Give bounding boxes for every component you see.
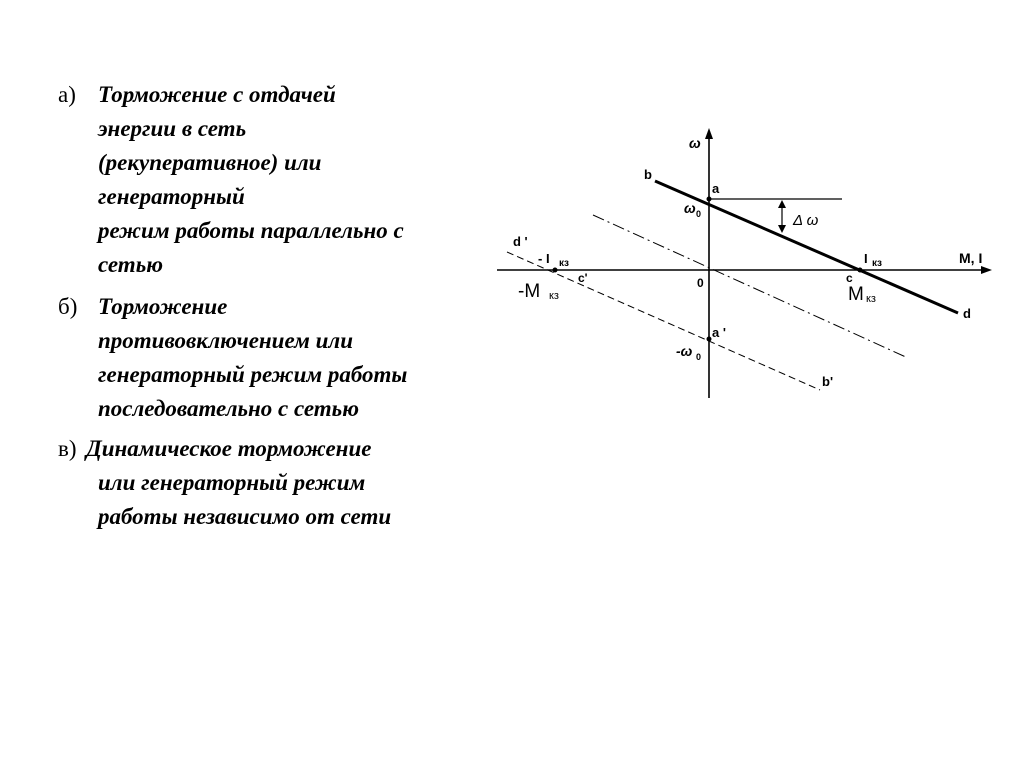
neg-ikz-label: - I: [538, 251, 550, 266]
point-a-label: a: [712, 181, 720, 196]
text-line: Торможение: [98, 294, 228, 319]
text-line: генераторный: [98, 184, 245, 209]
list-item-text: [58, 432, 391, 534]
text-line: энергии в сеть: [98, 116, 247, 141]
text-line: работы независимо от сети: [98, 504, 392, 529]
origin-label: 0: [697, 276, 704, 290]
mechanical-characteristic-diagram: [470, 120, 1010, 420]
characteristic-line-b-d: [655, 181, 958, 313]
characteristic-line-d-prime-b-prime: [507, 252, 820, 390]
list-item-text: [58, 78, 404, 282]
text-line: или генераторный режим: [98, 470, 366, 495]
text-line: режим работы параллельно с: [98, 218, 404, 243]
neg-omega0-label: -ω: [676, 343, 693, 359]
point-a-prime-label: a ': [712, 325, 726, 340]
neg-mkz-subscript: кз: [549, 290, 559, 302]
delta-omega-label: Δ ω: [793, 212, 819, 229]
point-d-prime-label: d ': [513, 234, 528, 249]
list-marker: в): [58, 436, 77, 461]
text-line: противовключением или: [98, 328, 353, 353]
neg-ikz-subscript: кз: [559, 258, 569, 269]
point-a-marker: [707, 197, 712, 202]
mkz-subscript: кз: [866, 293, 876, 305]
delta-up-arrow-icon: [778, 200, 786, 208]
point-c-marker: [858, 268, 863, 273]
text-line: последовательно с сетью: [98, 396, 359, 421]
point-c-prime-label: c': [578, 271, 588, 285]
omega0-label: ω: [684, 200, 696, 216]
point-b-prime-label: b': [822, 374, 834, 389]
omega-axis-arrow-icon: [705, 128, 713, 139]
list-item-c: [58, 432, 391, 534]
m-axis-label: M, I: [959, 250, 983, 266]
text-line: (рекуперативное) или: [98, 150, 322, 175]
text-line: Динамическое торможение: [86, 436, 372, 461]
point-a-prime-marker: [707, 337, 712, 342]
neg-mkz-label: -M: [518, 281, 541, 302]
list-item-a: [58, 78, 404, 282]
neg-omega0-subscript: 0: [696, 352, 702, 362]
point-c-label: c: [846, 271, 853, 285]
list-item-text: [58, 290, 407, 426]
point-d-label: d: [963, 306, 971, 321]
list-marker: а): [58, 82, 76, 107]
ikz-subscript: кз: [872, 258, 882, 269]
text-line: сетью: [98, 252, 164, 277]
text-line: Торможение с отдачей: [98, 82, 336, 107]
omega-axis-label: ω: [689, 135, 701, 151]
text-line: генераторный режим работы: [98, 362, 408, 387]
point-neg-ikz-marker: [553, 268, 558, 273]
omega0-subscript: 0: [696, 209, 702, 219]
ikz-label: I: [864, 251, 868, 266]
list-item-b: [58, 290, 407, 426]
m-axis-arrow-icon: [981, 266, 992, 274]
mkz-label: M: [848, 284, 864, 305]
list-marker: б): [58, 294, 78, 319]
point-b-label: b: [644, 167, 652, 182]
delta-down-arrow-icon: [778, 225, 786, 233]
